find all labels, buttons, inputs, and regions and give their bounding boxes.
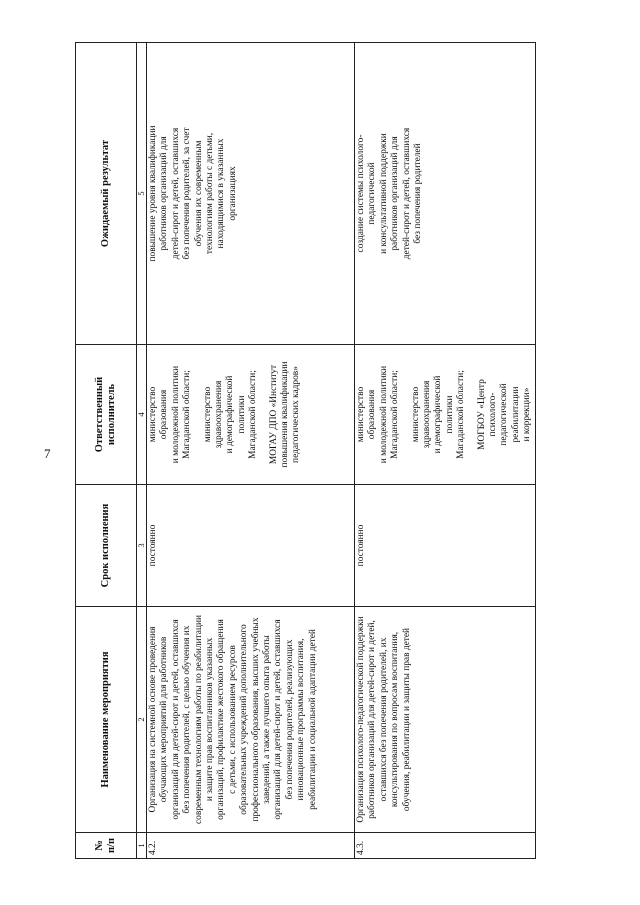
page-number: 7 xyxy=(44,446,51,461)
header-term: Срок исполнения xyxy=(76,485,137,607)
text-line xyxy=(260,348,269,481)
term: постоянно xyxy=(355,485,536,607)
header-name: Наименование мероприятия xyxy=(76,607,137,833)
text-line: находящимися в указанных xyxy=(216,138,227,249)
text-line: Организация психолого-педагогической поддержки xyxy=(356,616,366,823)
text-line: детей-сирот и детей, оставшихся xyxy=(401,127,412,260)
header-num-text: № п/п xyxy=(94,837,117,854)
text-line: обучения, реабилитации и защиты прав детей xyxy=(401,627,412,812)
text-line: министерство xyxy=(148,386,158,443)
text-line: работников организаций для детей-сирот и детей, xyxy=(367,620,378,819)
text-line: министерство xyxy=(356,386,366,443)
expected-result xyxy=(147,43,355,345)
text-line: МОГАУ ДПО «Институт xyxy=(268,364,279,465)
measure-name xyxy=(147,607,355,833)
text-line xyxy=(194,348,203,481)
text-line: без попечения родителей, за счет xyxy=(182,127,193,260)
text-line: без попечения родителей, с целью обучения их xyxy=(182,625,193,814)
text-line: с детьми, с использованием ресурсов xyxy=(227,645,238,794)
text-line: технологиям работы с детьми, xyxy=(205,132,216,255)
responsible xyxy=(355,345,536,485)
text-line: профессионального образования, высших учебных xyxy=(250,617,261,822)
text-line: МОГБОУ «Центр xyxy=(476,379,487,450)
measures-table xyxy=(75,42,536,859)
term: постоянно xyxy=(147,485,355,607)
text-line: организаций для детей-сирот и детей, оставшихся xyxy=(273,619,284,820)
text-line: и консультативной поддержки xyxy=(378,133,389,254)
text-line: работников организаций для xyxy=(159,136,170,251)
col-number: 5 xyxy=(137,43,147,345)
text-line: здравоохранения xyxy=(422,380,433,449)
text-line: Магаданской области; xyxy=(182,370,193,459)
text-line xyxy=(402,348,411,481)
header-result: Ожидаемый результат xyxy=(76,43,137,345)
text-line: образования xyxy=(367,389,378,440)
text-line: повышение уровня квалификации xyxy=(148,125,158,262)
text-line: образования xyxy=(159,389,170,440)
row-number: 4.3. xyxy=(355,833,536,859)
table-header-row xyxy=(76,43,137,859)
table-row xyxy=(147,43,355,859)
text-line: Магаданской области; xyxy=(456,370,467,459)
text-line: современным технологиям работы по реабилитации xyxy=(193,614,204,825)
text-line: организаций, профилактике жестокого обращения xyxy=(216,619,227,820)
responsible xyxy=(147,345,355,485)
col-number: 4 xyxy=(137,345,147,485)
text-line: политики xyxy=(444,395,455,434)
text-line: Магаданской области; xyxy=(248,370,259,459)
text-line: и защите прав воспитанников указанных xyxy=(205,637,216,802)
text-line: и демографической xyxy=(433,375,444,454)
text-line: консультирования по вопросам воспитания, xyxy=(390,631,401,808)
text-line: и молодежной политики xyxy=(378,365,389,464)
text-line: и демографической xyxy=(225,375,236,454)
text-line: здравоохранения xyxy=(214,380,225,449)
text-line: педагогических кадров» xyxy=(291,366,302,463)
header-resp-text: Ответственный исполнитель xyxy=(94,376,117,453)
text-line: и молодежной политики xyxy=(170,365,181,464)
text-line: педагогической xyxy=(367,162,378,225)
text-line: организациях xyxy=(227,166,238,221)
col-number: 3 xyxy=(137,485,147,607)
text-line: министерство xyxy=(202,386,213,443)
text-line: повышения квалификации xyxy=(280,361,291,468)
expected-result xyxy=(355,43,536,345)
header-resp xyxy=(76,345,137,485)
text-line: заведений, а также лучшего опыта работы xyxy=(262,635,273,804)
measure-name xyxy=(355,607,536,833)
col-number: 2 xyxy=(137,607,147,833)
table-row xyxy=(355,43,536,859)
text-line: Организация на системной основе проведения xyxy=(148,626,158,813)
text-line: детей-сирот и детей, оставшихся xyxy=(170,127,181,260)
header-num xyxy=(76,833,137,859)
text-line: без попечения родителей xyxy=(413,143,424,244)
text-line: и коррекции» xyxy=(522,387,533,442)
row-number: 4.2. xyxy=(147,833,355,859)
text-line: образовательных учреждений дополнительного xyxy=(239,624,250,815)
text-line: реабилитации xyxy=(510,386,521,443)
text-line: обучающих мероприятий для работников xyxy=(159,636,170,803)
text-line: создание системы психолого- xyxy=(356,134,366,253)
text-line: политики xyxy=(236,395,247,434)
text-line: оставшихся без попечения родителей, их xyxy=(378,637,389,802)
column-number-row xyxy=(137,43,147,859)
text-line: психолого- xyxy=(488,392,499,437)
text-line: Магаданской области; xyxy=(390,370,401,459)
col-number: 1 xyxy=(137,833,147,859)
text-line: реабилитации и социальной адаптации детей xyxy=(307,629,318,810)
text-line: инновационные программы воспитания, xyxy=(296,638,307,801)
text-line: обучения их современным xyxy=(193,140,204,247)
text-line xyxy=(468,348,477,481)
text-line: работников организаций для xyxy=(390,136,401,251)
text-line: педагогической xyxy=(499,383,510,446)
text-line: организаций для детей-сирот и детей, оставшихся xyxy=(170,619,181,820)
text-line: министерство xyxy=(410,386,421,443)
text-line: без попечения родителей, реализующих xyxy=(284,639,295,800)
rotated-table-container xyxy=(75,43,533,859)
